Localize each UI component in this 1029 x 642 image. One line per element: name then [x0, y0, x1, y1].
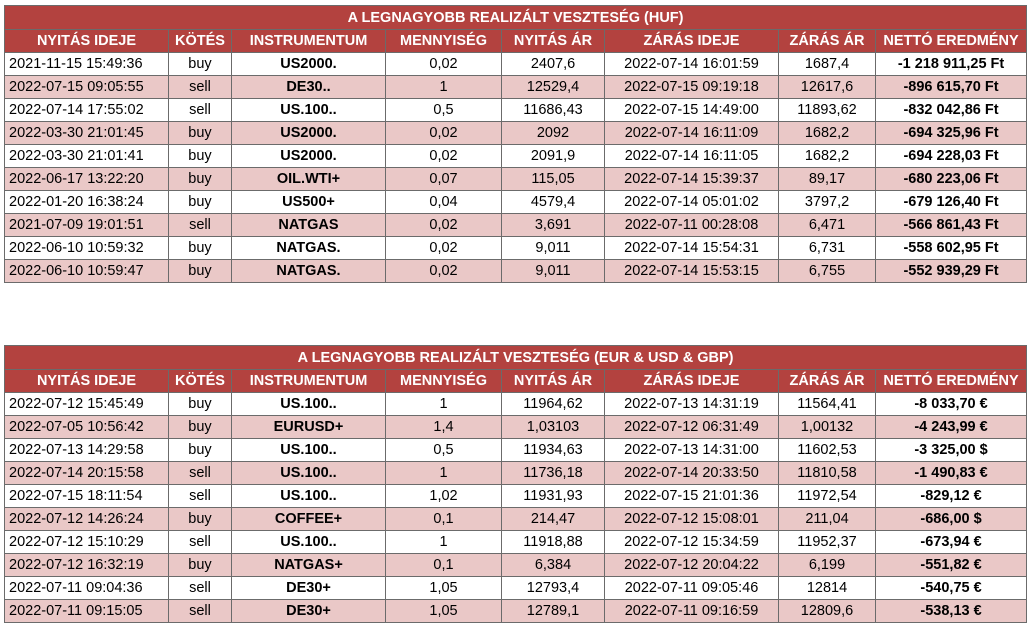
instrument-cell: DE30+: [232, 600, 386, 623]
net-result-cell: -552 939,29 Ft: [876, 260, 1027, 283]
close-price-cell: 89,17: [779, 168, 876, 191]
side-cell: buy: [169, 122, 232, 145]
open-time-cell: 2022-07-15 18:11:54: [5, 485, 169, 508]
instrument-cell: US.100..: [232, 393, 386, 416]
column-header-quantity: MENNYISÉG: [386, 370, 502, 393]
quantity-cell: 0,1: [386, 508, 502, 531]
close-time-cell: 2022-07-15 14:49:00: [605, 99, 779, 122]
instrument-cell: NATGAS: [232, 214, 386, 237]
close-time-cell: 2022-07-15 21:01:36: [605, 485, 779, 508]
close-time-cell: 2022-07-14 16:11:09: [605, 122, 779, 145]
open-price-cell: 9,011: [502, 237, 605, 260]
side-cell: buy: [169, 237, 232, 260]
open-price-cell: 3,691: [502, 214, 605, 237]
open-time-cell: 2022-07-13 14:29:58: [5, 439, 169, 462]
open-price-cell: 11964,62: [502, 393, 605, 416]
column-header-side: KÖTÉS: [169, 370, 232, 393]
side-cell: sell: [169, 485, 232, 508]
close-time-cell: 2022-07-13 14:31:00: [605, 439, 779, 462]
instrument-cell: DE30..: [232, 76, 386, 99]
net-result-cell: -4 243,99 €: [876, 416, 1027, 439]
side-cell: sell: [169, 99, 232, 122]
table-row: [5, 260, 1027, 283]
open-price-cell: 4579,4: [502, 191, 605, 214]
column-header-close-time: ZÁRÁS IDEJE: [605, 30, 779, 53]
net-result-cell: -540,75 €: [876, 577, 1027, 600]
open-time-cell: 2022-07-05 10:56:42: [5, 416, 169, 439]
open-time-cell: 2022-06-10 10:59:47: [5, 260, 169, 283]
open-time-cell: 2022-03-30 21:01:45: [5, 122, 169, 145]
side-cell: buy: [169, 416, 232, 439]
quantity-cell: 1,02: [386, 485, 502, 508]
instrument-cell: US.100..: [232, 531, 386, 554]
close-time-cell: 2022-07-12 15:08:01: [605, 508, 779, 531]
table-row: [5, 462, 1027, 485]
quantity-cell: 1: [386, 76, 502, 99]
open-time-cell: 2022-07-12 14:26:24: [5, 508, 169, 531]
table-row: [5, 214, 1027, 237]
quantity-cell: 0,04: [386, 191, 502, 214]
open-time-cell: 2022-06-17 13:22:20: [5, 168, 169, 191]
side-cell: sell: [169, 600, 232, 623]
open-time-cell: 2021-07-09 19:01:51: [5, 214, 169, 237]
close-price-cell: 12617,6: [779, 76, 876, 99]
net-result-cell: -694 228,03 Ft: [876, 145, 1027, 168]
instrument-cell: COFFEE+: [232, 508, 386, 531]
quantity-cell: 1: [386, 531, 502, 554]
quantity-cell: 0,02: [386, 214, 502, 237]
column-header-close-time: ZÁRÁS IDEJE: [605, 370, 779, 393]
net-result-cell: -1 218 911,25 Ft: [876, 53, 1027, 76]
side-cell: sell: [169, 577, 232, 600]
table-row: [5, 485, 1027, 508]
instrument-cell: EURUSD+: [232, 416, 386, 439]
close-time-cell: 2022-07-11 09:05:46: [605, 577, 779, 600]
instrument-cell: DE30+: [232, 577, 386, 600]
close-price-cell: 11893,62: [779, 99, 876, 122]
close-price-cell: 1682,2: [779, 122, 876, 145]
close-price-cell: 11564,41: [779, 393, 876, 416]
open-price-cell: 2091,9: [502, 145, 605, 168]
close-time-cell: 2022-07-14 16:11:05: [605, 145, 779, 168]
open-price-cell: 2407,6: [502, 53, 605, 76]
net-result-cell: -1 490,83 €: [876, 462, 1027, 485]
net-result-cell: -566 861,43 Ft: [876, 214, 1027, 237]
close-time-cell: 2022-07-12 06:31:49: [605, 416, 779, 439]
table-title: A LEGNAGYOBB REALIZÁLT VESZTESÉG (EUR & USD & GBP): [5, 346, 1027, 370]
side-cell: buy: [169, 53, 232, 76]
instrument-cell: US2000.: [232, 53, 386, 76]
net-result-cell: -896 615,70 Ft: [876, 76, 1027, 99]
table-row: [5, 99, 1027, 122]
close-time-cell: 2022-07-11 09:16:59: [605, 600, 779, 623]
open-price-cell: 9,011: [502, 260, 605, 283]
quantity-cell: 0,02: [386, 237, 502, 260]
open-time-cell: 2021-11-15 15:49:36: [5, 53, 169, 76]
close-price-cell: 11952,37: [779, 531, 876, 554]
column-header-open-price: NYITÁS ÁR: [502, 370, 605, 393]
close-time-cell: 2022-07-14 15:53:15: [605, 260, 779, 283]
table-row: [5, 168, 1027, 191]
close-price-cell: 11810,58: [779, 462, 876, 485]
instrument-cell: US.100..: [232, 462, 386, 485]
quantity-cell: 0,07: [386, 168, 502, 191]
table-row: [5, 191, 1027, 214]
close-price-cell: 11972,54: [779, 485, 876, 508]
close-price-cell: 1687,4: [779, 53, 876, 76]
table-row: [5, 76, 1027, 99]
close-time-cell: 2022-07-14 20:33:50: [605, 462, 779, 485]
open-price-cell: 11918,88: [502, 531, 605, 554]
side-cell: buy: [169, 260, 232, 283]
table-row: [5, 145, 1027, 168]
column-header-side: KÖTÉS: [169, 30, 232, 53]
net-result-cell: -3 325,00 $: [876, 439, 1027, 462]
open-time-cell: 2022-07-11 09:15:05: [5, 600, 169, 623]
instrument-cell: US2000.: [232, 122, 386, 145]
side-cell: sell: [169, 462, 232, 485]
quantity-cell: 0,5: [386, 99, 502, 122]
close-time-cell: 2022-07-14 05:01:02: [605, 191, 779, 214]
column-header-close-price: ZÁRÁS ÁR: [779, 30, 876, 53]
side-cell: buy: [169, 508, 232, 531]
open-price-cell: 2092: [502, 122, 605, 145]
quantity-cell: 1,4: [386, 416, 502, 439]
huf-loss-table: [4, 5, 1027, 283]
column-header-open-time: NYITÁS IDEJE: [5, 370, 169, 393]
instrument-cell: US.100..: [232, 485, 386, 508]
quantity-cell: 0,02: [386, 122, 502, 145]
close-price-cell: 11602,53: [779, 439, 876, 462]
net-result-cell: -832 042,86 Ft: [876, 99, 1027, 122]
quantity-cell: 1,05: [386, 600, 502, 623]
open-price-cell: 11934,63: [502, 439, 605, 462]
open-time-cell: 2022-01-20 16:38:24: [5, 191, 169, 214]
open-price-cell: 1,03103: [502, 416, 605, 439]
table-row: [5, 237, 1027, 260]
side-cell: buy: [169, 145, 232, 168]
table-title: A LEGNAGYOBB REALIZÁLT VESZTESÉG (HUF): [5, 6, 1027, 30]
instrument-cell: US2000.: [232, 145, 386, 168]
close-price-cell: 1,00132: [779, 416, 876, 439]
open-time-cell: 2022-07-14 20:15:58: [5, 462, 169, 485]
table-row: [5, 508, 1027, 531]
table-row: [5, 53, 1027, 76]
column-header-open-time: NYITÁS IDEJE: [5, 30, 169, 53]
side-cell: buy: [169, 393, 232, 416]
instrument-cell: US.100..: [232, 99, 386, 122]
close-price-cell: 6,471: [779, 214, 876, 237]
open-time-cell: 2022-06-10 10:59:32: [5, 237, 169, 260]
quantity-cell: 0,02: [386, 260, 502, 283]
open-price-cell: 11736,18: [502, 462, 605, 485]
net-result-cell: -551,82 €: [876, 554, 1027, 577]
close-price-cell: 1682,2: [779, 145, 876, 168]
column-header-open-price: NYITÁS ÁR: [502, 30, 605, 53]
net-result-cell: -538,13 €: [876, 600, 1027, 623]
close-price-cell: 6,199: [779, 554, 876, 577]
side-cell: sell: [169, 76, 232, 99]
open-price-cell: 115,05: [502, 168, 605, 191]
open-price-cell: 6,384: [502, 554, 605, 577]
open-price-cell: 11686,43: [502, 99, 605, 122]
table-row: [5, 554, 1027, 577]
net-result-cell: -694 325,96 Ft: [876, 122, 1027, 145]
close-price-cell: 12809,6: [779, 600, 876, 623]
quantity-cell: 1: [386, 393, 502, 416]
close-time-cell: 2022-07-14 16:01:59: [605, 53, 779, 76]
open-time-cell: 2022-07-12 15:45:49: [5, 393, 169, 416]
close-time-cell: 2022-07-15 09:19:18: [605, 76, 779, 99]
quantity-cell: 0,5: [386, 439, 502, 462]
net-result-cell: -679 126,40 Ft: [876, 191, 1027, 214]
fx-loss-table: [4, 345, 1027, 623]
column-header-net-result: NETTÓ EREDMÉNY: [876, 30, 1027, 53]
close-time-cell: 2022-07-14 15:39:37: [605, 168, 779, 191]
instrument-cell: OIL.WTI+: [232, 168, 386, 191]
instrument-cell: US.100..: [232, 439, 386, 462]
net-result-cell: -680 223,06 Ft: [876, 168, 1027, 191]
column-header-instrument: INSTRUMENTUM: [232, 30, 386, 53]
close-price-cell: 12814: [779, 577, 876, 600]
close-time-cell: 2022-07-12 15:34:59: [605, 531, 779, 554]
open-price-cell: 12793,4: [502, 577, 605, 600]
open-time-cell: 2022-03-30 21:01:41: [5, 145, 169, 168]
side-cell: buy: [169, 191, 232, 214]
table-row: [5, 531, 1027, 554]
quantity-cell: 0,1: [386, 554, 502, 577]
net-result-cell: -829,12 €: [876, 485, 1027, 508]
close-time-cell: 2022-07-12 20:04:22: [605, 554, 779, 577]
open-price-cell: 12789,1: [502, 600, 605, 623]
quantity-cell: 1,05: [386, 577, 502, 600]
column-header-close-price: ZÁRÁS ÁR: [779, 370, 876, 393]
instrument-cell: NATGAS.: [232, 237, 386, 260]
side-cell: sell: [169, 531, 232, 554]
quantity-cell: 0,02: [386, 145, 502, 168]
side-cell: buy: [169, 554, 232, 577]
close-price-cell: 6,731: [779, 237, 876, 260]
open-price-cell: 12529,4: [502, 76, 605, 99]
column-header-instrument: INSTRUMENTUM: [232, 370, 386, 393]
open-price-cell: 214,47: [502, 508, 605, 531]
close-time-cell: 2022-07-11 00:28:08: [605, 214, 779, 237]
quantity-cell: 1: [386, 462, 502, 485]
open-time-cell: 2022-07-12 16:32:19: [5, 554, 169, 577]
close-time-cell: 2022-07-13 14:31:19: [605, 393, 779, 416]
side-cell: buy: [169, 439, 232, 462]
close-price-cell: 6,755: [779, 260, 876, 283]
instrument-cell: NATGAS+: [232, 554, 386, 577]
close-price-cell: 211,04: [779, 508, 876, 531]
table-row: [5, 416, 1027, 439]
open-time-cell: 2022-07-11 09:04:36: [5, 577, 169, 600]
table-row: [5, 600, 1027, 623]
table-row: [5, 393, 1027, 416]
quantity-cell: 0,02: [386, 53, 502, 76]
open-time-cell: 2022-07-14 17:55:02: [5, 99, 169, 122]
side-cell: sell: [169, 214, 232, 237]
net-result-cell: -8 033,70 €: [876, 393, 1027, 416]
table-row: [5, 122, 1027, 145]
open-time-cell: 2022-07-15 09:05:55: [5, 76, 169, 99]
open-price-cell: 11931,93: [502, 485, 605, 508]
side-cell: buy: [169, 168, 232, 191]
column-header-net-result: NETTÓ EREDMÉNY: [876, 370, 1027, 393]
close-time-cell: 2022-07-14 15:54:31: [605, 237, 779, 260]
instrument-cell: US500+: [232, 191, 386, 214]
instrument-cell: NATGAS.: [232, 260, 386, 283]
table-row: [5, 577, 1027, 600]
column-header-quantity: MENNYISÉG: [386, 30, 502, 53]
net-result-cell: -558 602,95 Ft: [876, 237, 1027, 260]
net-result-cell: -686,00 $: [876, 508, 1027, 531]
open-time-cell: 2022-07-12 15:10:29: [5, 531, 169, 554]
net-result-cell: -673,94 €: [876, 531, 1027, 554]
close-price-cell: 3797,2: [779, 191, 876, 214]
table-row: [5, 439, 1027, 462]
